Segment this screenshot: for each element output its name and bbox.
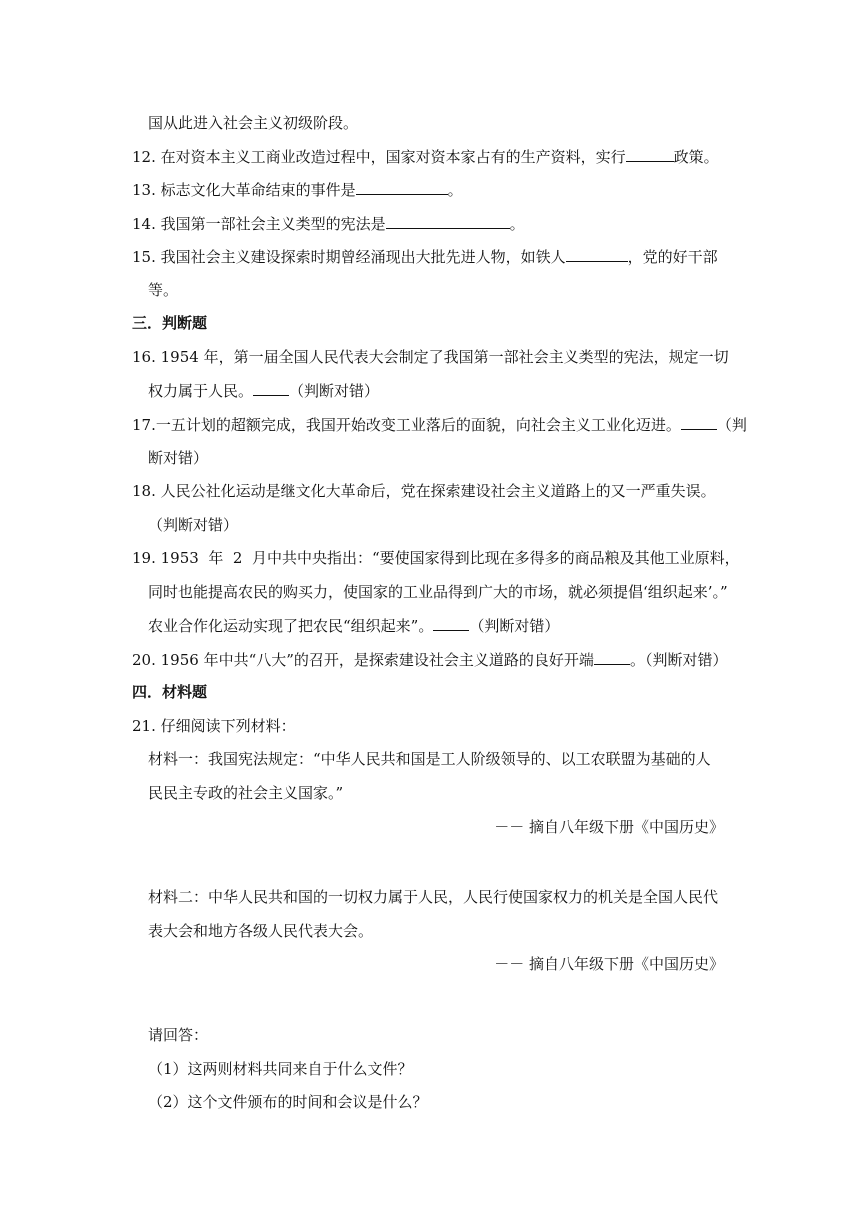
material-1-source	[494, 817, 724, 837]
material-text: 表大会和地方各级人民代表大会。	[148, 922, 374, 940]
question-19	[132, 548, 740, 568]
question-16	[132, 347, 729, 367]
question-20	[132, 649, 727, 670]
answer-blank[interactable]	[253, 380, 289, 396]
question-17	[132, 414, 747, 435]
question-text: 仔细阅读下列材料：	[160, 717, 296, 735]
question-21	[132, 716, 296, 736]
material-2-line-1	[148, 887, 718, 907]
question-text: 权力属于人民。	[148, 382, 254, 400]
sub-question-text: （1）这两则材料共同来自于什么文件？	[148, 1060, 413, 1078]
question-number: 16.	[132, 348, 156, 366]
question-16-continued	[148, 380, 379, 401]
question-14	[132, 213, 525, 234]
question-13	[132, 179, 463, 200]
question-text: （判断对错）	[469, 617, 560, 635]
sub-question-text: （2）这个文件颁布的时间和会议是什么？	[148, 1093, 428, 1111]
section-heading-text: 四．材料题	[132, 683, 208, 701]
question-text: 断对错）	[148, 449, 209, 467]
question-text: 一五计划的超额完成，我国开始改变工业落后的面貌，向社会主义工业化迈进。	[155, 416, 681, 434]
continued-text	[148, 113, 358, 133]
question-text: 政策。	[673, 148, 719, 166]
source-text: －－ 摘自八年级下册《中国历史》	[494, 818, 724, 836]
answer-blank[interactable]	[386, 213, 510, 229]
question-12	[132, 146, 719, 167]
sub-question-2	[148, 1092, 428, 1112]
question-text: 1956 年中共“八大”的召开，是探索建设社会主义道路的良好开端	[160, 651, 594, 669]
question-text: （判断对错）	[289, 382, 380, 400]
question-17-continued	[148, 448, 208, 468]
question-number: 13.	[132, 181, 156, 199]
answer-blank[interactable]	[594, 649, 630, 665]
answer-blank[interactable]	[681, 414, 717, 430]
question-18	[132, 481, 716, 501]
question-number: 18.	[132, 482, 156, 500]
question-text: ，党的好干部	[627, 248, 718, 266]
question-number: 14.	[132, 215, 156, 233]
question-number: 20.	[132, 651, 156, 669]
question-text: 在对资本主义工商业改造过程中，国家对资本家占有的生产资料，实行	[160, 148, 626, 166]
question-19-continued-2	[148, 615, 559, 636]
prompt-text: 请回答：	[148, 1026, 209, 1044]
sub-question-1	[148, 1059, 413, 1079]
question-18-continued	[148, 515, 238, 535]
question-text: 农业合作化运动实现了把农民“组织起来”。	[148, 617, 434, 635]
question-text: （判断对错）	[148, 516, 239, 534]
question-text: 人民公社化运动是继文化大革命后，党在探索建设社会主义道路上的又一严重失误。	[160, 482, 716, 500]
answer-prompt	[148, 1025, 208, 1045]
section-heading-text: 三．判断题	[132, 314, 208, 332]
question-15	[132, 246, 718, 267]
question-text: 我国社会主义建设探索时期曾经涌现出大批先进人物，如铁人	[160, 248, 566, 266]
source-text: －－ 摘自八年级下册《中国历史》	[494, 955, 724, 973]
material-1-line-1	[148, 749, 711, 769]
question-text: 。	[447, 181, 463, 199]
answer-blank[interactable]	[626, 146, 674, 162]
material-text: 民民主专政的社会主义国家。”	[148, 784, 344, 802]
question-number: 15.	[132, 248, 156, 266]
question-number: 21.	[132, 717, 156, 735]
section-heading-material	[132, 682, 207, 702]
question-text: 。	[509, 215, 525, 233]
question-19-continued	[148, 582, 728, 602]
question-number: 19.	[132, 549, 156, 567]
question-number: 12.	[132, 148, 156, 166]
answer-blank[interactable]	[566, 246, 628, 262]
question-15-continued	[148, 280, 178, 300]
answer-blank[interactable]	[433, 615, 469, 631]
question-text: 1954 年，第一届全国人民代表大会制定了我国第一部社会主义类型的宪法，规定一切	[160, 348, 729, 366]
material-1-line-2	[148, 783, 343, 803]
material-2-source	[494, 954, 724, 974]
question-text: 我国第一部社会主义类型的宪法是	[160, 215, 386, 233]
question-text: 1953 年 2 月中共中央指出：“要使国家得到比现在多得多的商品粮及其他工业原料，	[160, 549, 740, 567]
question-text: （判	[716, 416, 747, 434]
question-text: 同时也能提高农民的购买力，使国家的工业品得到广大的市场，就必须提倡‘组织起来’。”	[148, 583, 728, 601]
question-text: 等。	[148, 281, 179, 299]
question-number: 17.	[132, 416, 156, 434]
question-text: 标志文化大革命结束的事件是	[160, 181, 356, 199]
material-2-line-2	[148, 921, 373, 941]
section-heading-judgement	[132, 313, 207, 333]
answer-blank[interactable]	[356, 179, 448, 195]
material-text: 材料二：中华人民共和国的一切权力属于人民，人民行使国家权力的机关是全国人民代	[148, 888, 719, 906]
material-text: 材料一：我国宪法规定：“中华人民共和国是工人阶级领导的、以工农联盟为基础的人	[148, 750, 711, 768]
continued-text-content: 国从此进入社会主义初级阶段。	[148, 114, 359, 132]
question-text: 。（判断对错）	[629, 651, 728, 669]
